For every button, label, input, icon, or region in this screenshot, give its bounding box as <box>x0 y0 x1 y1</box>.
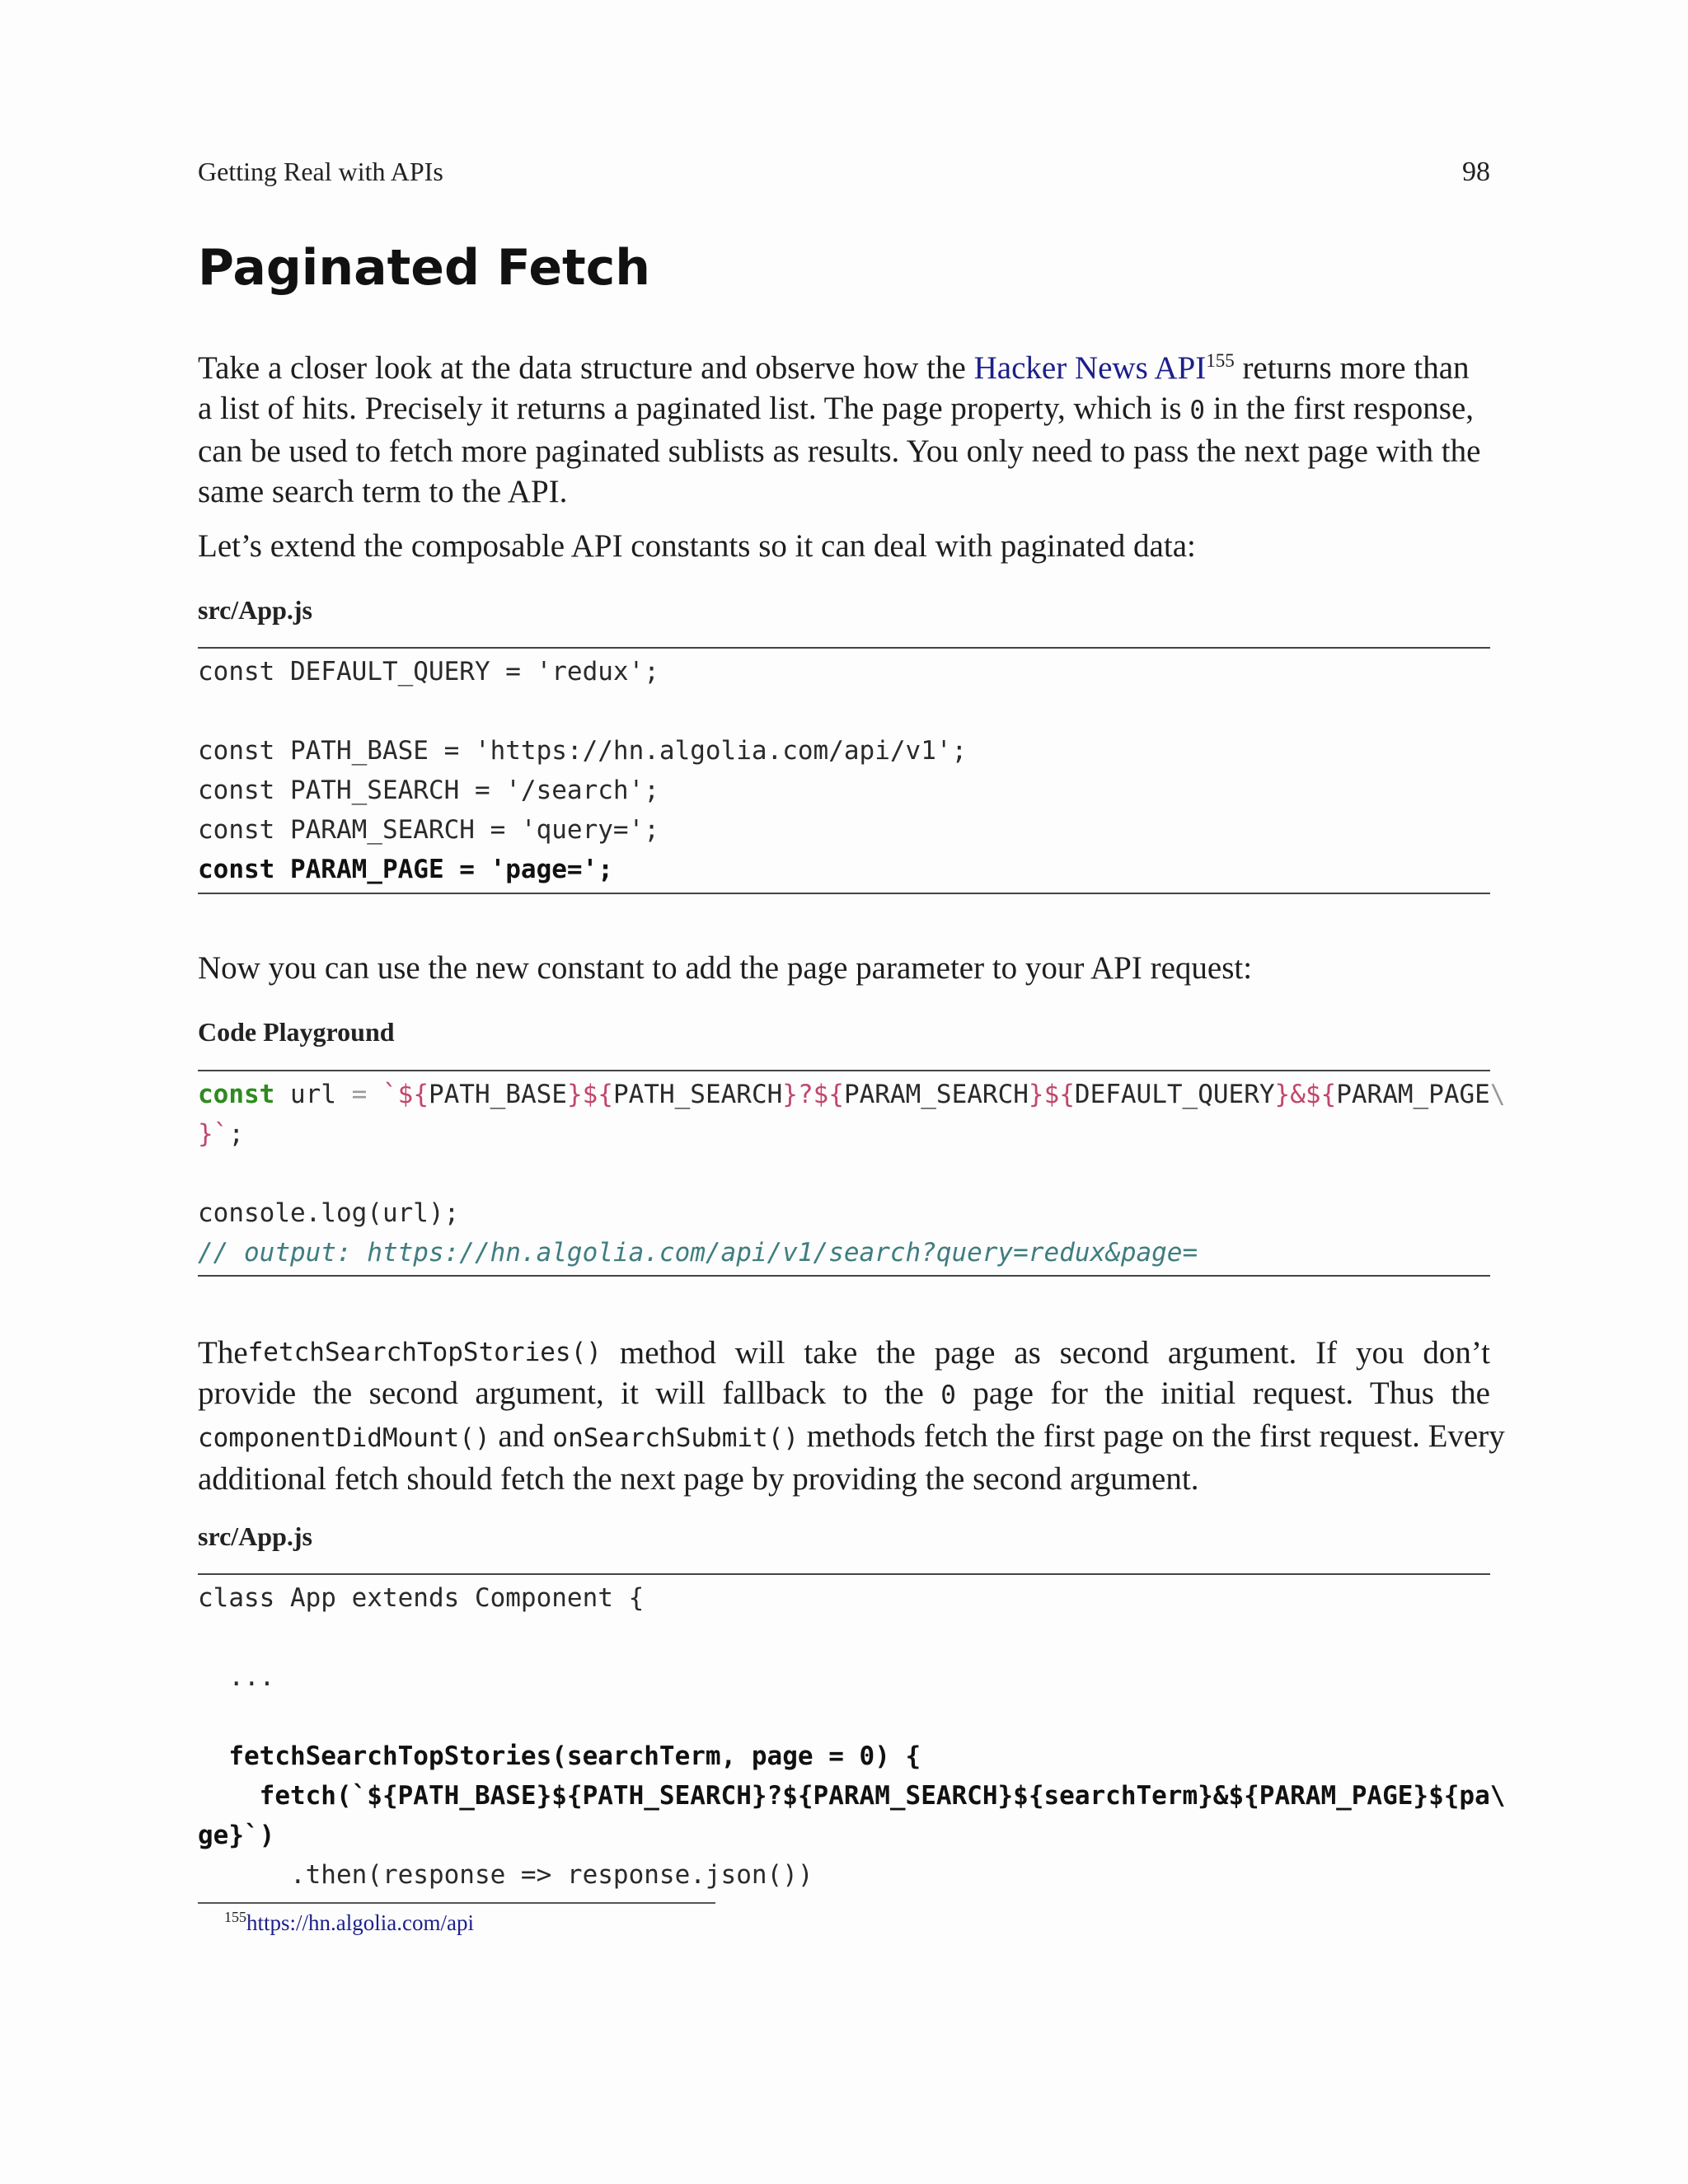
code-line: ... <box>198 1662 275 1692</box>
identifier: PARAM_SEARCH <box>843 1080 1029 1109</box>
page-number: 98 <box>1462 157 1490 187</box>
inline-code: 0 <box>1189 396 1205 425</box>
code-line-highlighted: ge}`) <box>198 1821 275 1850</box>
para-line <box>198 388 1490 431</box>
punctuation: ; <box>228 1119 244 1149</box>
footnote-link[interactable]: https://hn.algolia.com/api <box>246 1910 474 1935</box>
code-block-app <box>198 1573 1506 1895</box>
chapter-title: Getting Real with APIs <box>198 157 443 186</box>
template-string: }?${ <box>782 1080 844 1109</box>
para-line: additional fetch should fetch the next page by providing the second argument. <box>198 1461 1199 1497</box>
code-block-playground <box>198 1070 1506 1277</box>
identifier: PATH_BASE <box>428 1080 567 1109</box>
para-line <box>198 1333 1490 1373</box>
text: provide the second argument, it will fallback to the <box>198 1376 941 1411</box>
template-string: }${ <box>1028 1080 1075 1109</box>
code-line: const PATH_SEARCH = '/search'; <box>198 776 659 805</box>
code-line <box>198 1075 1506 1114</box>
code-block-constants <box>198 647 1490 894</box>
code-line-highlighted: const PARAM_PAGE = 'page='; <box>198 855 613 884</box>
code-line: const PATH_BASE = 'https://hn.algolia.com/api/v1'; <box>198 736 968 766</box>
para-line <box>198 1373 1490 1416</box>
running-header <box>198 157 1490 190</box>
para-line <box>198 348 1490 388</box>
paragraph: Now you can use the new constant to add the page parameter to your API request: <box>198 950 1253 986</box>
code-line: .then(response => response.json()) <box>198 1860 814 1890</box>
text: page for the initial request. Thus the <box>955 1376 1490 1411</box>
inline-code: fetchSearchTopStories() <box>247 1338 602 1367</box>
text: returns more than <box>1234 350 1470 386</box>
section-heading: Paginated Fetch <box>198 239 650 297</box>
code-caption: Code Playground <box>198 1017 395 1047</box>
footnote-ref[interactable]: 155 <box>1206 350 1235 371</box>
code-line: const DEFAULT_QUERY = 'redux'; <box>198 657 659 687</box>
inline-code: 0 <box>940 1380 956 1410</box>
intro-paragraph <box>198 348 1490 512</box>
operator: = <box>351 1080 368 1109</box>
template-string: }${ <box>566 1080 613 1109</box>
inline-code: onSearchSubmit() <box>552 1423 799 1453</box>
identifier: DEFAULT_QUERY <box>1074 1080 1275 1109</box>
code-line-highlighted: fetchSearchTopStories(searchTerm, page = 0) { <box>198 1741 921 1771</box>
hacker-news-api-link[interactable]: Hacker News API <box>973 350 1207 386</box>
footnote-divider <box>198 1902 715 1904</box>
code-line <box>198 1114 244 1154</box>
footnote-number: 155 <box>224 1909 246 1925</box>
code-line: const PARAM_SEARCH = 'query='; <box>198 815 659 845</box>
code-line-highlighted: fetch(`${PATH_BASE}${PATH_SEARCH}?${PARAM_SEARCH}${searchTerm}&${PARAM_PAGE}${pa\ <box>198 1781 1506 1811</box>
identifier: url <box>274 1080 352 1109</box>
inline-code: componentDidMount() <box>198 1423 490 1453</box>
code-comment: // output: https://hn.algolia.com/api/v1/search?query=redux&page= <box>198 1238 1198 1268</box>
identifier: PARAM_PAGE <box>1336 1080 1490 1109</box>
text: a list of hits. Precisely it returns a paginated list. The page property, which is <box>198 391 1190 426</box>
text: method will take the page as second argument. If you don’t <box>619 1335 1490 1371</box>
para-line <box>198 1416 1505 1459</box>
template-string: `${ <box>367 1080 429 1109</box>
para-line: can be used to fetch more paginated sublists as results. You only need to pass the next page with the <box>198 434 1481 469</box>
text: and <box>490 1418 553 1454</box>
template-string: }` <box>198 1119 229 1149</box>
code-caption: src/App.js <box>198 595 312 625</box>
code-line: class App extends Component { <box>198 1583 645 1613</box>
text: methods fetch the first page on the first request. Every <box>799 1418 1505 1454</box>
template-string: }&${ <box>1274 1080 1337 1109</box>
footnote <box>224 1909 474 1936</box>
paragraph: Let’s extend the composable API constants so it can deal with paginated data: <box>198 528 1196 564</box>
explanation-paragraph <box>198 1333 1505 1499</box>
para-line: same search term to the API. <box>198 474 568 509</box>
keyword: const <box>198 1080 275 1109</box>
code-line: console.log(url); <box>198 1198 460 1228</box>
identifier: PATH_SEARCH <box>612 1080 783 1109</box>
line-continuation: \ <box>1489 1080 1506 1109</box>
text: The <box>198 1335 248 1371</box>
text: Take a closer look at the data structure and observe how the <box>198 350 974 386</box>
code-caption: src/App.js <box>198 1521 312 1551</box>
text: in the first response, <box>1204 391 1474 426</box>
